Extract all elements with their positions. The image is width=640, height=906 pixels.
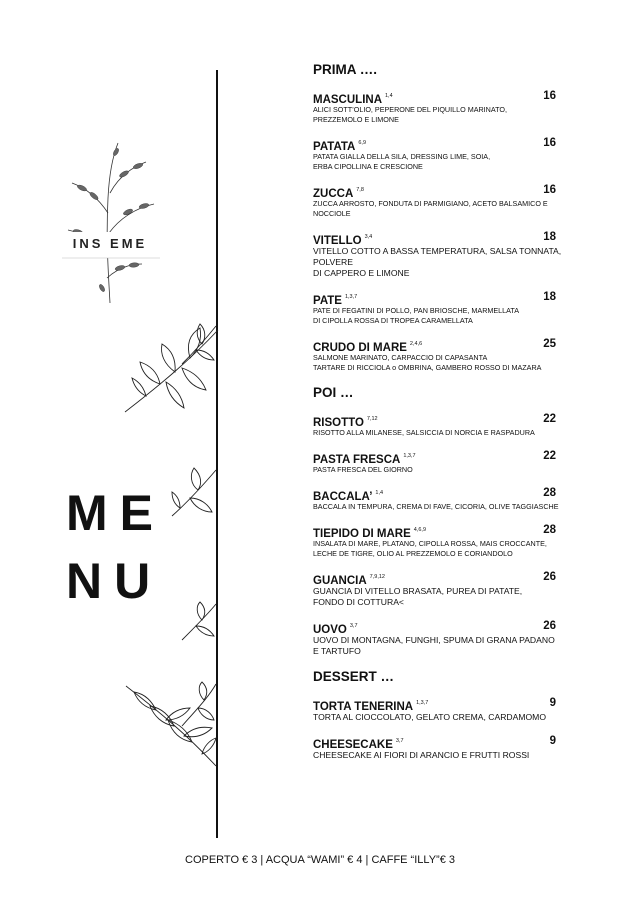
allergen-codes: 1,4 bbox=[385, 92, 393, 99]
menu-item-price: 9 bbox=[549, 735, 556, 747]
menu-item-description bbox=[313, 635, 583, 657]
menu-item-name: CHEESECAKE bbox=[313, 739, 393, 751]
menu-item-price: 28 bbox=[543, 524, 556, 536]
menu-item bbox=[313, 90, 583, 125]
description-line: NOCCIOLE bbox=[313, 209, 351, 218]
menu-item bbox=[313, 338, 583, 373]
section-title: PRIMA …. bbox=[313, 62, 377, 77]
menu-item-name: GUANCIA bbox=[313, 575, 367, 587]
menu-item-price: 18 bbox=[543, 291, 556, 303]
description-line: DI CAPPERO E LIMONE bbox=[313, 268, 410, 278]
menu-item-description bbox=[313, 199, 583, 219]
menu-item-description bbox=[313, 152, 583, 172]
description-line: TARTARE DI RICCIOLA o OMBRINA, GAMBERO ROSSO DI MAZARA bbox=[313, 363, 542, 372]
allergen-codes: 7,12 bbox=[366, 415, 378, 422]
menu-item-price: 16 bbox=[543, 90, 556, 102]
menu-item bbox=[313, 735, 583, 761]
menu-item bbox=[313, 231, 583, 279]
description-line: SALMONE MARINATO, CARPACCIO DI CAPASANTA bbox=[313, 353, 488, 362]
menu-item-name: VITELLO bbox=[313, 235, 362, 247]
menu-item-header bbox=[313, 697, 583, 711]
menu-item-header bbox=[313, 90, 583, 104]
menu-item-header bbox=[313, 184, 583, 198]
menu-item-price: 28 bbox=[543, 487, 556, 499]
menu-item-header bbox=[313, 571, 583, 585]
menu-item-description bbox=[313, 306, 583, 326]
branch-illustration-2 bbox=[178, 322, 218, 368]
menu-item-description bbox=[313, 353, 583, 373]
menu-item-header bbox=[313, 487, 583, 501]
menu-item-price: 25 bbox=[543, 338, 556, 350]
menu-item-description bbox=[313, 539, 583, 559]
menu-item-header bbox=[313, 231, 583, 245]
footer-prices: COPERTO € 3 | ACQUA “WAMI” € 4 | CAFFE “ILLY”€ 3 bbox=[185, 854, 455, 866]
allergen-codes: 3,7 bbox=[349, 622, 358, 629]
menu-item-header bbox=[313, 137, 583, 151]
menu-item-description bbox=[313, 750, 583, 761]
menu-item-name: RISOTTO bbox=[313, 417, 364, 429]
menu-title-line2: NU bbox=[66, 553, 163, 609]
menu-item-description bbox=[313, 502, 583, 512]
menu-item-header bbox=[313, 620, 583, 634]
description-line: DI CIPOLLA ROSSA DI TROPEA CARAMELLATA bbox=[313, 316, 473, 325]
menu-item-description bbox=[313, 712, 583, 723]
menu-item-header bbox=[313, 450, 583, 464]
allergen-codes: 3,7 bbox=[395, 737, 404, 744]
allergen-codes: 1,4 bbox=[375, 489, 384, 496]
menu-item-name: CRUDO DI MARE bbox=[313, 342, 407, 354]
herb-icon bbox=[58, 138, 164, 306]
menu-item-description bbox=[313, 465, 583, 475]
menu-title-line1: ME bbox=[66, 485, 165, 541]
menu-item-header bbox=[313, 735, 583, 749]
menu-item bbox=[313, 184, 583, 219]
menu-item-header bbox=[313, 413, 583, 427]
section-title: POI … bbox=[313, 385, 354, 400]
menu-item bbox=[313, 571, 583, 608]
menu-item-name: TORTA TENERINA bbox=[313, 701, 414, 713]
branch-illustration-6 bbox=[178, 680, 218, 730]
logo-herb-illustration bbox=[58, 138, 164, 306]
menu-item bbox=[313, 620, 583, 657]
description-line: ZUCCA ARROSTO, FONDUTA DI PARMIGIANO, ACETO BALSAMICO E bbox=[313, 199, 548, 208]
description-line: GUANCIA DI VITELLO BRASATA, PUREA DI PATATE, bbox=[313, 586, 523, 596]
menu-item-price: 16 bbox=[543, 184, 556, 196]
menu-item bbox=[313, 413, 583, 438]
description-line: E TARTUFO bbox=[313, 646, 361, 656]
description-line: ALICI SOTT’OLIO, PEPERONE DEL PIQUILLO MARINATO, bbox=[313, 105, 507, 114]
allergen-codes: 6,9 bbox=[358, 139, 367, 146]
menu-item-price: 22 bbox=[543, 413, 556, 425]
menu-content bbox=[313, 62, 583, 773]
menu-item bbox=[313, 524, 583, 559]
menu-item bbox=[313, 291, 583, 326]
menu-item-price: 26 bbox=[543, 620, 556, 632]
menu-item bbox=[313, 487, 583, 512]
menu-item-header bbox=[313, 524, 583, 538]
description-line: TORTA AL CIOCCOLATO, GELATO CREMA, CARDAMOMO bbox=[313, 712, 547, 722]
description-line: PASTA FRESCA DEL GIORNO bbox=[313, 465, 413, 474]
description-line: BACCALA IN TEMPURA, CREMA DI FAVE, CICORIA, OLIVE TAGGIASCHE bbox=[313, 502, 559, 511]
brand-logo-text: INS EME bbox=[72, 236, 148, 251]
menu-item-description bbox=[313, 246, 583, 279]
section-title: DESSERT … bbox=[313, 669, 395, 684]
menu-item-name: PATATA bbox=[313, 141, 356, 153]
description-line: PREZZEMOLO E LIMONE bbox=[313, 115, 399, 124]
menu-item-name: BACCALA’ bbox=[313, 491, 373, 503]
allergen-codes: 7,8 bbox=[356, 186, 364, 193]
menu-item bbox=[313, 137, 583, 172]
menu-item-price: 16 bbox=[543, 137, 556, 149]
menu-item-description bbox=[313, 105, 583, 125]
menu-item-name: ZUCCA bbox=[313, 188, 354, 200]
menu-item-name: MASCULINA bbox=[313, 94, 382, 106]
allergen-codes: 3,4 bbox=[364, 233, 373, 240]
menu-item bbox=[313, 697, 583, 723]
allergen-codes: 2,4,6 bbox=[409, 340, 423, 347]
allergen-codes: 1,3,7 bbox=[403, 452, 416, 459]
menu-item-price: 18 bbox=[543, 231, 556, 243]
menu-item-description bbox=[313, 428, 583, 438]
branch-illustration-3 bbox=[168, 466, 218, 522]
menu-item-header bbox=[313, 338, 583, 352]
menu-item-name: PASTA FRESCA bbox=[313, 454, 401, 466]
description-line: ERBA CIPOLLINA E CRESCIONE bbox=[313, 162, 423, 171]
description-line: PATATA GIALLA DELLA SILA, DRESSING LIME, SOIA, bbox=[313, 152, 491, 161]
menu-item-price: 9 bbox=[549, 697, 556, 709]
description-line: PATE DI FEGATINI DI POLLO, PAN BRIOSCHE, MARMELLATA bbox=[313, 306, 520, 315]
description-line: RISOTTO ALLA MILANESE, SALSICCIA DI NORCIA E RASPADURA bbox=[313, 428, 535, 437]
description-line: FONDO DI COTTURA< bbox=[313, 597, 404, 607]
description-line: VITELLO COTTO A BASSA TEMPERATURA, SALSA TONNATA, POLVERE bbox=[313, 246, 562, 267]
menu-item-name: PATE bbox=[313, 295, 342, 307]
allergen-codes: 1,3,7 bbox=[344, 293, 358, 300]
allergen-codes: 1,3,7 bbox=[416, 699, 429, 706]
menu-item-name: UOVO bbox=[313, 624, 347, 636]
menu-item-price: 22 bbox=[543, 450, 556, 462]
menu-item bbox=[313, 450, 583, 475]
description-line: UOVO DI MONTAGNA, FUNGHI, SPUMA DI GRANA PADANO bbox=[313, 635, 555, 645]
description-line: CHEESECAKE AI FIORI DI ARANCIO E FRUTTI ROSSI bbox=[313, 750, 530, 760]
menu-item-header bbox=[313, 291, 583, 305]
description-line: INSALATA DI MARE, PLATANO, CIPOLLA ROSSA, MAIS CROCCANTE, bbox=[313, 539, 547, 548]
menu-item-price: 26 bbox=[543, 571, 556, 583]
branch-illustration-4 bbox=[178, 600, 218, 644]
menu-item-name: TIEPIDO DI MARE bbox=[313, 528, 411, 540]
allergen-codes: 7,9,12 bbox=[369, 573, 385, 580]
allergen-codes: 4,6,9 bbox=[413, 526, 426, 533]
description-line: LECHE DE TIGRE, OLIO AL PREZZEMOLO E CORIANDOLO bbox=[313, 549, 513, 558]
menu-item-description bbox=[313, 586, 583, 608]
